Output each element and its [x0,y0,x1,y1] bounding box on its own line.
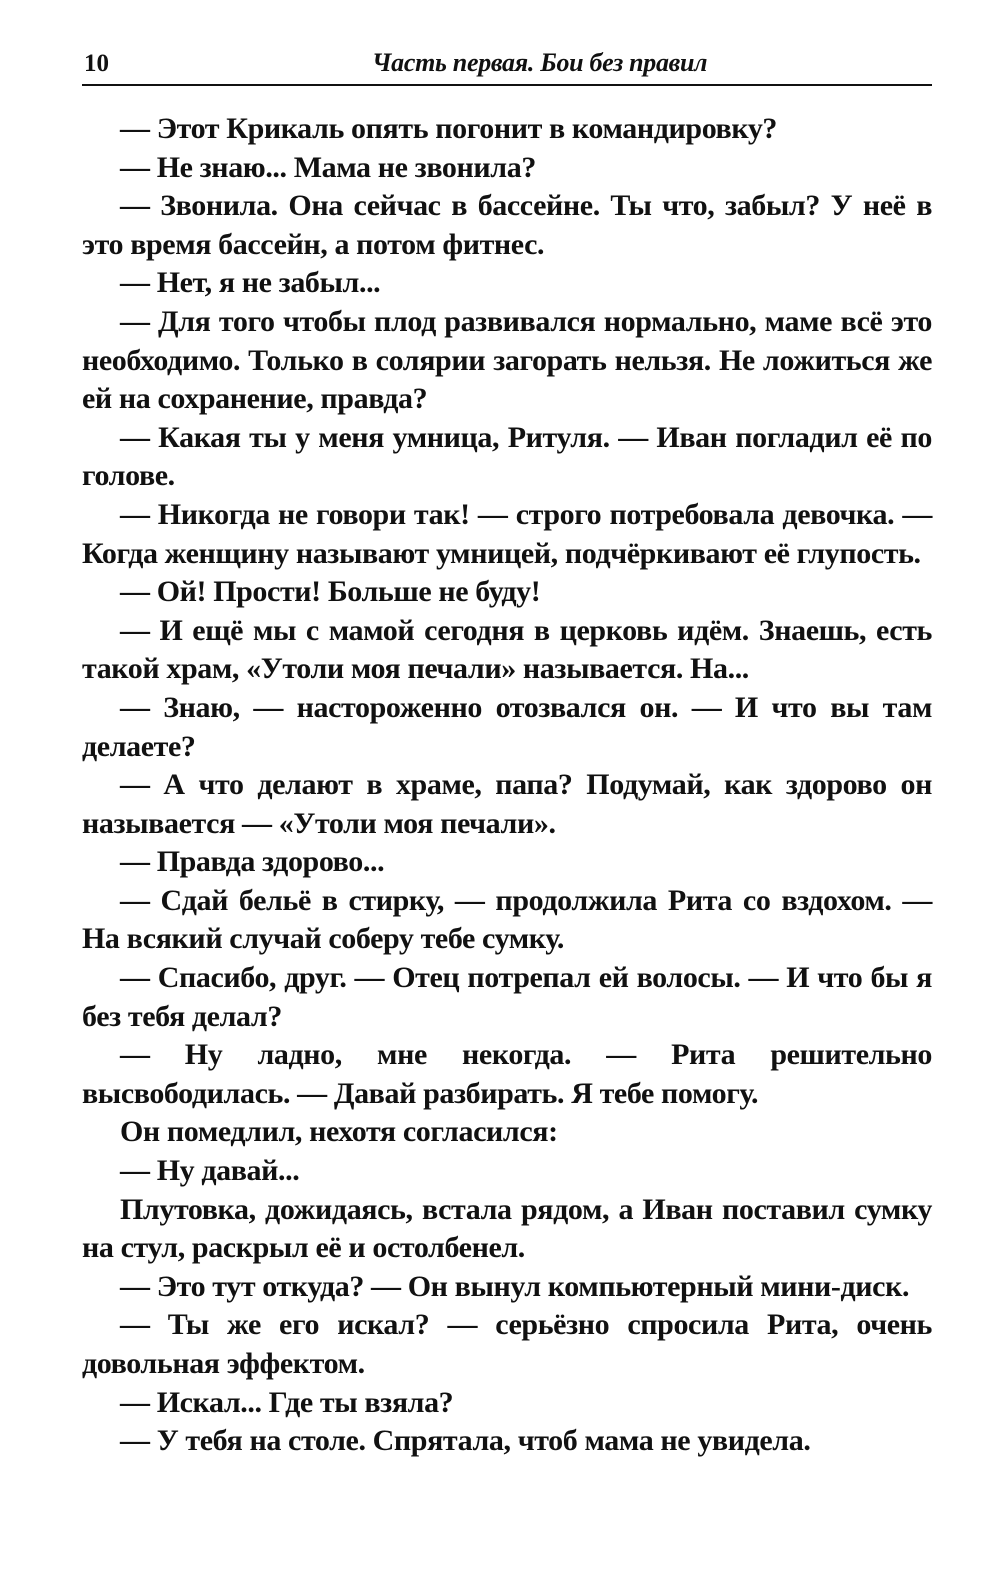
paragraph: — Какая ты у меня умница, Ритуля. — Иван погладил её по голове. [82,420,932,493]
paragraph: — Знаю, — настороженно отозвался он. — И что вы там делаете? [82,690,932,763]
paragraph: — Не знаю... Мама не звонила? [120,150,536,184]
paragraph: — Ой! Прости! Больше не буду! [120,575,541,609]
paragraph: — Сдай бельё в стирку, — продолжила Рита со вздохом. — На всякий случай соберу тебе сумку. [82,883,932,956]
paragraph: — Ну ладно, мне некогда. — Рита решительно высвободилась. — Давай разбирать. Я тебе помогу. [82,1038,932,1110]
paragraph: — Ну давай... [120,1154,300,1188]
body-text [82,110,932,1461]
book-page [82,40,932,1461]
paragraph: — Искал... Где ты взяла? [120,1385,454,1419]
paragraph: Плутовка, дожидаясь, встала рядом, а Иван поставил сумку на стул, раскрыл её и остолбенел. [82,1192,932,1265]
paragraph: — Ты же его искал? — серьёзно спросила Рита, очень довольная эффектом. [82,1308,932,1380]
paragraph: — Звонила. Она сейчас в бассейне. Ты что, забыл? У неё в это время бассейн, а потом фитнес. [82,189,932,261]
paragraph: — Правда здорово... [120,845,385,879]
paragraph: — Спасибо, друг. — Отец потрепал ей волосы. — И что бы я без тебя делал? [82,961,932,1033]
paragraph: — Для того чтобы плод развивался нормально, маме всё это необходимо. Только в солярии загорать нельзя. Не ложиться же ей на сохранение, правда? [82,304,932,416]
page-header [82,40,932,86]
paragraph: — А что делают в храме, папа? Подумай, как здорово он называется — «Утоли моя печали». [82,768,932,840]
paragraph: — У тебя на столе. Спрятала, чтоб мама не увидела. [120,1424,811,1458]
paragraph: — Никогда не говори так! — строго потребовала девочка. — Когда женщину называют умницей, подчёркивают её глупость. [82,497,932,570]
paragraph: Он помедлил, нехотя согласился: [120,1115,558,1149]
paragraph: — Это тут откуда? — Он вынул компьютерный мини-диск. [120,1269,910,1303]
paragraph: — Этот Крикаль опять погонит в командировку? [120,112,778,145]
page-number: 10 [84,50,109,77]
running-title: Часть первая. Бои без правил [372,48,708,77]
paragraph: — И ещё мы с мамой сегодня в церковь идём. Знаешь, есть такой храм, «Утоли моя печали» называется. На... [82,613,932,686]
paragraph: — Нет, я не забыл... [120,266,381,300]
